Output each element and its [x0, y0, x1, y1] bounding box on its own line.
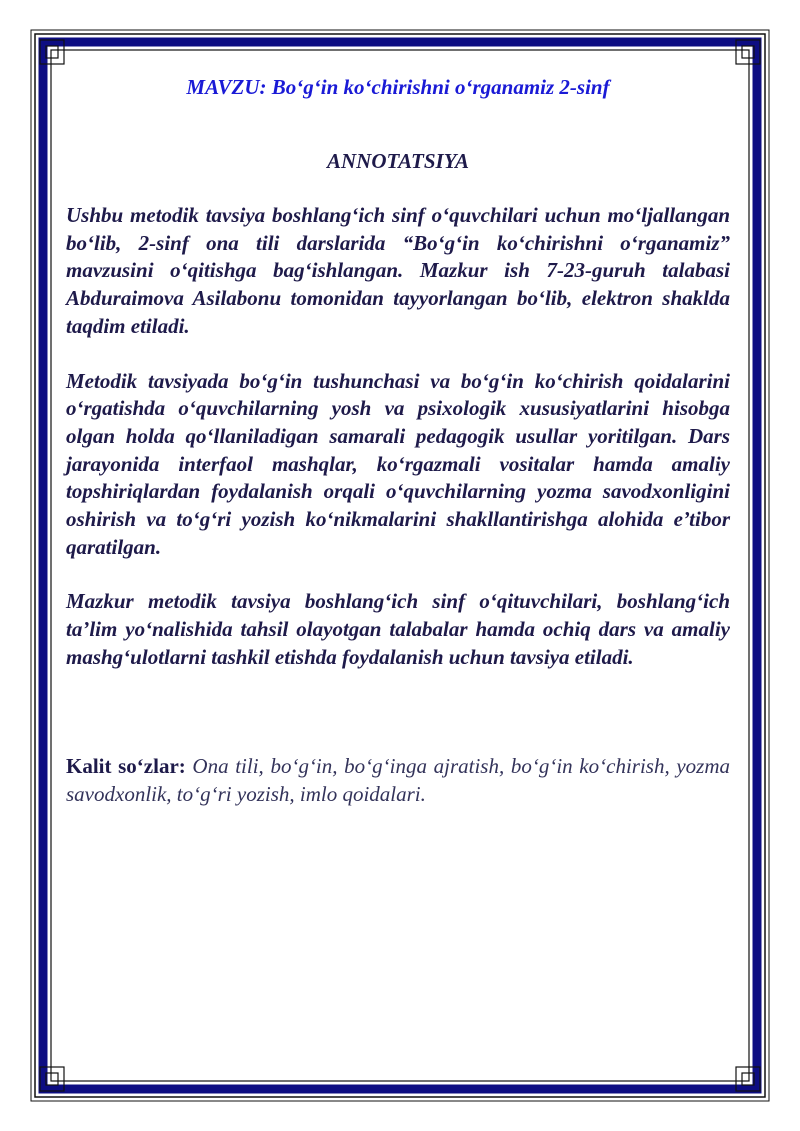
keywords-label: Kalit so‘zlar:: [66, 753, 186, 778]
annotation-heading: ANNOTATSIYA: [327, 149, 469, 173]
annotation-paragraph-3: Mazkur metodik tavsiya boshlang‘ich sinf o‘qituvchilari, boshlang‘ich ta’lim yo‘nalishida tahsil olayotgan talabalar hamda ochiq dars va amaliy mashg‘ulotlarni tashkil etishda foydalanish uchun tavsiya etiladi.: [66, 589, 730, 669]
page-content: [66, 72, 730, 808]
annotation-paragraph-1: Ushbu metodik tavsiya boshlang‘ich sinf o‘quvchilari uchun mo‘ljallangan bo‘lib, 2-sinf ona tili darslarida “Bo‘g‘in ko‘chirishni o‘rganamiz” mavzusini o‘qitishga bag‘ishlangan. Mazkur ish 7-23-guruh talabasi Abduraimova Asilabonu tomonidan tayyorlangan bo‘lib, elektron shaklda taqdim etiladi.: [66, 203, 730, 338]
keywords-text: Ona tili, bo‘g‘in, bo‘g‘inga ajratish, bo‘g‘in ko‘chirish, yozma savodxonlik, to‘g‘ri yozish, imlo qoidalari.: [66, 753, 731, 806]
annotation-paragraph-2: Metodik tavsiyada bo‘g‘in tushunchasi va bo‘g‘in ko‘chirish qoidalarini o‘rgatishda o‘quvchilarning yosh va psixologik xususiyatlarini hisobga olgan holda qo‘llaniladigan samarali pedagogik usullar yoritilgan. Dars jarayonida interfaol mashqlar, ko‘rgazmali vositalar hamda amaliy topshiriqlardan foydalanish orqali o‘quvchilarning yozma savodxonligini oshirish va to‘g‘ri yozish ko‘nikmalarini shakllantirishga alohida e’tibor qaratilgan.: [66, 368, 730, 559]
keywords-section: [66, 752, 730, 808]
topic-title: MAVZU: Bo‘g‘in ko‘chirishni o‘rganamiz 2-sinf: [186, 75, 610, 99]
